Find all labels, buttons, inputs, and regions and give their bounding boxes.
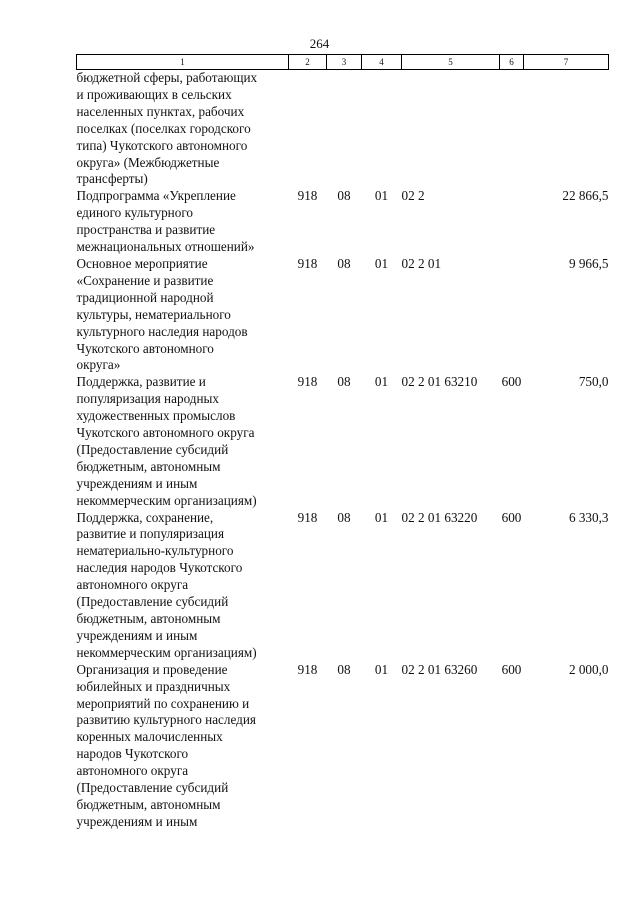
description-line: Чукотского автономного округа (76, 425, 255, 441)
description-line: Поддержка, сохранение, (76, 509, 214, 525)
description-line: «Сохранение и развитие (76, 272, 214, 288)
section-code: 08 (337, 188, 351, 204)
description-line: учреждениям и иным (76, 475, 198, 491)
table-row (77, 662, 609, 831)
expense-type-code: 600 (501, 661, 522, 677)
description-line: некоммерческим организациям) (76, 644, 257, 660)
row-description (77, 510, 289, 662)
ministry-code: 918 (297, 661, 318, 677)
description-line: трансферты) (76, 171, 148, 187)
subsection-code: 01 (374, 374, 389, 390)
row-description (77, 70, 289, 189)
subsection-code (362, 70, 402, 189)
header-col-5: 5 (402, 55, 500, 70)
header-col-1: 1 (77, 55, 289, 70)
description-line: поселках (поселках городского (76, 120, 251, 136)
table-row (77, 70, 609, 189)
page-number: 264 (309, 36, 330, 51)
expense-type-code: 600 (501, 509, 522, 525)
expense-type-code (500, 70, 524, 189)
expense-type-code: 600 (501, 374, 522, 390)
description-line: Организация и проведение (76, 661, 228, 677)
description-line: населенных пунктах, рабочих (76, 103, 245, 119)
header-col-6: 6 (500, 55, 524, 70)
header-col-3: 3 (327, 55, 362, 70)
description-line: мероприятий по сохранению и (76, 695, 250, 711)
amount-value: 750,0 (578, 374, 609, 390)
description-line: и проживающих в сельских (76, 86, 232, 102)
row-description (77, 188, 289, 256)
section-code: 08 (337, 374, 351, 390)
description-line: развитию культурного наследия (76, 712, 256, 728)
header-col-2: 2 (289, 55, 327, 70)
description-line: Чукотского автономного (76, 340, 214, 356)
description-line: бюджетным, автономным (76, 611, 221, 626)
header-col-4: 4 (362, 55, 402, 70)
description-line: юбилейных и праздничных (76, 678, 231, 694)
description-line: наследия народов Чукотского (76, 560, 243, 576)
description-line: некоммерческим организациям) (76, 492, 257, 508)
ministry-code (289, 70, 327, 189)
description-line: автономного округа (76, 763, 189, 779)
description-line: популяризация народных (76, 391, 219, 407)
description-line: пространства и развитие (76, 222, 216, 238)
section-code: 08 (337, 255, 351, 271)
amount-value: 6 330,3 (568, 509, 609, 525)
description-line: нематериально-культурного (76, 543, 234, 559)
row-description (77, 662, 289, 831)
description-line: (Предоставление субсидий (76, 780, 229, 796)
expense-type-code (500, 188, 524, 256)
ministry-code: 918 (297, 255, 318, 271)
description-line: художественных промыслов (76, 408, 236, 424)
amount-value (524, 70, 609, 189)
target-article-code: 02 2 01 63260 (401, 661, 478, 677)
row-description (77, 256, 289, 374)
description-line: округа» (Межбюджетные (76, 154, 220, 170)
section-code (327, 70, 362, 189)
description-line: (Предоставление субсидий (76, 441, 229, 457)
description-line: Основное мероприятие (76, 255, 208, 271)
ministry-code: 918 (297, 509, 318, 525)
description-line: межнациональных отношений» (76, 239, 255, 255)
target-article-code: 02 2 01 (401, 255, 442, 271)
description-line: типа) Чукотского автономного (76, 137, 248, 153)
subsection-code: 01 (374, 661, 389, 677)
amount-value: 22 866,5 (562, 188, 609, 204)
description-line: округа» (76, 357, 121, 373)
description-line: единого культурного (76, 205, 193, 221)
amount-value: 2 000,0 (568, 661, 609, 677)
description-line: бюджетным, автономным (76, 458, 221, 474)
description-line: бюджетной сферы, работающих (76, 70, 258, 85)
budget-table (76, 54, 609, 831)
description-line: учреждениям и иным (76, 813, 198, 829)
header-col-7: 7 (524, 55, 609, 70)
section-code: 08 (337, 661, 351, 677)
description-line: культуры, нематериального (76, 306, 231, 322)
table-row (77, 510, 609, 662)
description-line: развитие и популяризация (76, 526, 225, 542)
description-line: традиционной народной (76, 289, 214, 305)
table-row (77, 188, 609, 256)
description-line: Поддержка, развитие и (76, 374, 206, 390)
ministry-code: 918 (297, 188, 318, 204)
description-line: народов Чукотского (76, 746, 189, 762)
description-line: (Предоставление субсидий (76, 594, 229, 610)
target-article-code: 02 2 (401, 188, 425, 204)
description-line: коренных малочисленных (76, 729, 223, 745)
target-article-code (402, 70, 500, 189)
description-line: Подпрограмма «Укрепление (76, 188, 236, 204)
description-line: бюджетным, автономным (76, 796, 221, 812)
target-article-code: 02 2 01 63210 (401, 374, 478, 390)
target-article-code: 02 2 01 63220 (401, 509, 478, 525)
description-line: учреждениям и иным (76, 627, 198, 643)
subsection-code: 01 (374, 509, 389, 525)
table-row (77, 374, 609, 509)
row-description (77, 374, 289, 509)
section-code: 08 (337, 509, 351, 525)
header-row (77, 55, 609, 70)
amount-value: 9 966,5 (568, 255, 609, 271)
subsection-code: 01 (374, 188, 389, 204)
description-line: культурного наследия народов (76, 323, 248, 339)
description-line: автономного округа (76, 577, 189, 593)
expense-type-code (500, 256, 524, 374)
subsection-code: 01 (374, 255, 389, 271)
table-row (77, 256, 609, 374)
ministry-code: 918 (297, 374, 318, 390)
